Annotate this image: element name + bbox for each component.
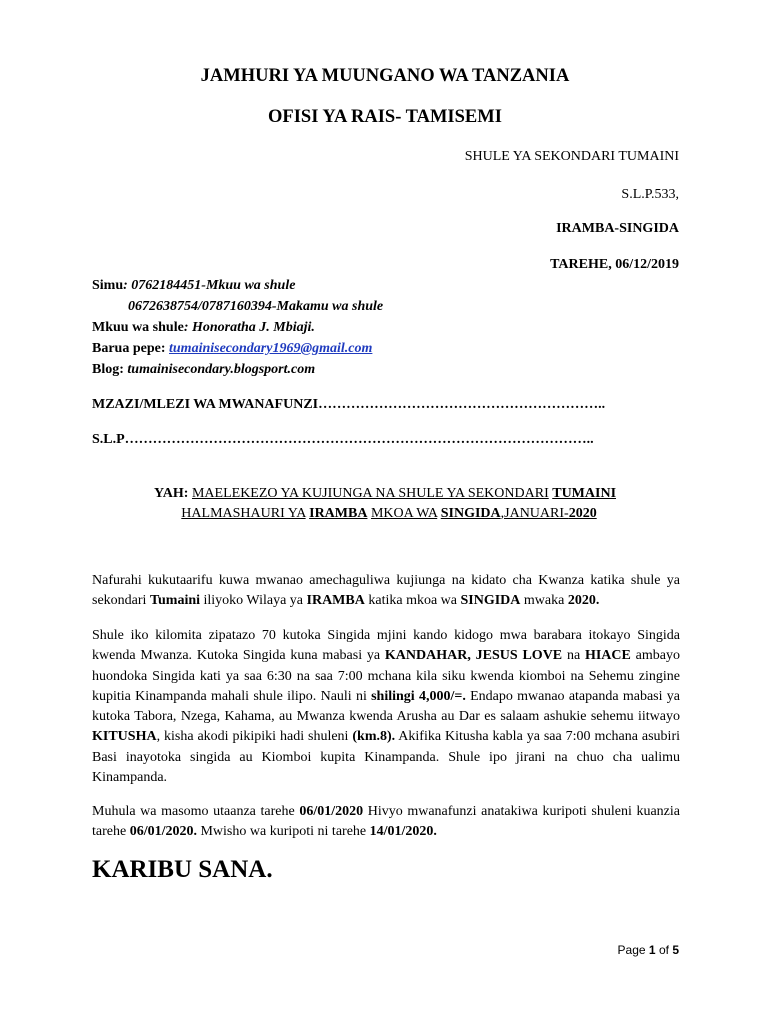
paragraph-directions: Shule iko kilomita zipatazo 70 kutoka Singida mjini kando kidogo mwa barabara itokayo Singida kwenda Mwanza. Kutoka Singida kuna mabasi ya KANDAHAR, JESUS LOVE na HIACE ambayo huondoka Singida kati ya saa 6:30 na saa 7:00 mchana kila siku kwenda kiomboi na Sehemu zingine kupitia Kinampanda mahali shule ilipo. Nauli ni shilingi 4,000/=. Endapo mwanao atapanda mabasi ya kutoka Tabora, Nzega, Kahama, au Mwanza kwenda Arusha au Dar es salaam ashukie sehemu iitwayo KITUSHA, kisha akodi pikipiki hadi shuleni (km.8). Akifika Kitusha kabla ya saa 7:00 mchana asubiri Basi inayotoka singida au Kiomboi kupita Kinampanda. Shule ipo jirani na chuo cha ualimu Kinampanda. [92,628,680,786]
phone-label: Simu [92,278,124,293]
head-label: Mkuu wa shule [92,320,184,335]
blog-value: tumainisecondary.blogsport.com [127,362,316,377]
head-value: : Honoratha J. Mbiaji. [183,320,315,335]
phone-line-2: 0672638754/0787160394-Makamu wa shule [128,299,384,314]
letter-date: TAREHE, 06/12/2019 [550,257,679,272]
blog-line [92,359,383,380]
email-label: Barua pepe: [92,341,166,356]
phone-value: : 0762184451-Mkuu wa shule [123,278,296,293]
header-republic: JAMHURI YA MUUNGANO WA TANZANIA [200,66,570,86]
email-link[interactable]: tumainisecondary1969@gmail.com [169,341,373,356]
subject-month: ,JANUARI- [500,506,569,521]
recipient-address-line: S.L.P……………………………………………………………………………………….. [92,432,594,447]
page-number: Page 1 of 5 [617,943,679,957]
subject-heading [0,484,770,524]
po-box: S.L.P.533, [621,187,679,202]
school-location: IRAMBA-SINGIDA [556,221,679,236]
subject-region: SINGIDA [440,506,501,521]
closing-welcome: KARIBU SANA. [92,856,273,883]
subject-text-1: MAELEKEZO YA KUJIUNGA NA SHULE YA SEKONDARI [191,486,549,501]
email-line [92,338,383,359]
subject-school: TUMAINI [552,486,617,501]
school-name: SHULE YA SEKONDARI TUMAINI [464,149,679,164]
paragraph-selection: Nafurahi kukutaarifu kuwa mwanao amechaguliwa kujiunga na kidato cha Kwanza katika shule ya sekondari Tumaini iliyoko Wilaya ya IRAMBA katika mkoa wa SINGIDA mwaka 2020. [92,573,680,609]
head-line [92,317,383,338]
blog-label: Blog: [92,362,124,377]
subject-district: IRAMBA [309,506,368,521]
recipient-line: MZAZI/MLEZI WA MWANAFUNZI…………………………………………………….. [92,397,606,412]
subject-label: YAH: [153,486,189,501]
subject-text-3: MKOA WA [370,506,438,521]
subject-text-2: HALMASHAURI YA [181,506,306,521]
subject-year: 2020 [568,506,597,521]
contact-block [92,275,383,380]
header-office: OFISI YA RAIS- TAMISEMI [268,107,502,127]
paragraph-term-dates: Muhula wa masomo utaanza tarehe 06/01/2020 Hivyo mwanafunzi anatakiwa kuripoti shuleni kuanzia tarehe 06/01/2020. Mwisho wa kuripoti ni tarehe 14/01/2020. [92,804,680,840]
phone-line [92,275,383,296]
